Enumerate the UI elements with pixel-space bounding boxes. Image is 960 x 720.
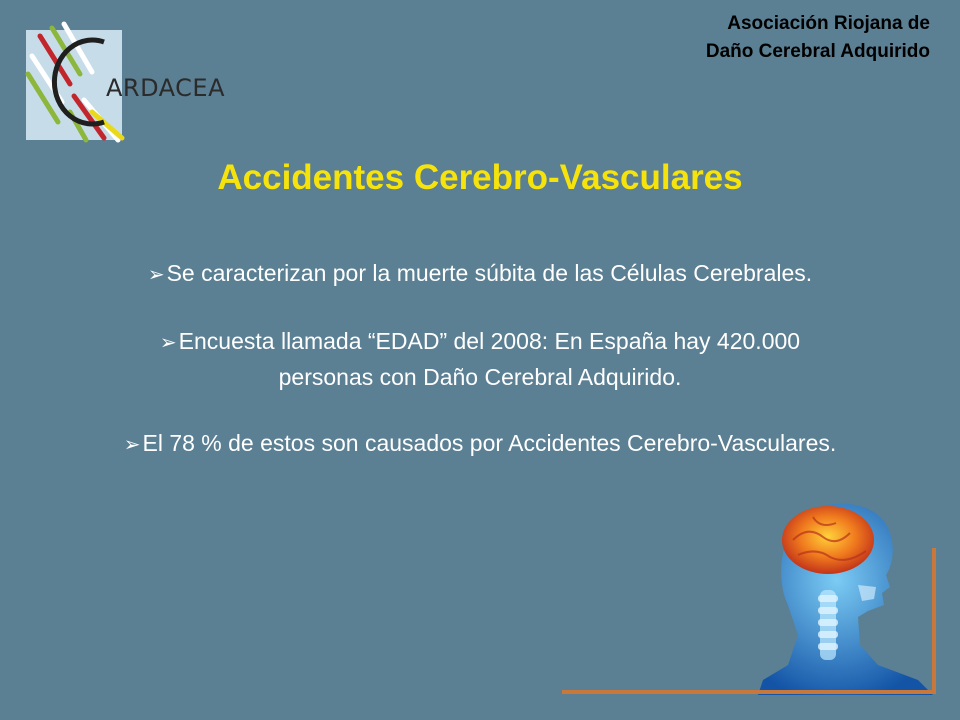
- arrow-bullet-icon: ➢: [147, 264, 165, 286]
- organization-line-2: Daño Cerebral Adquirido: [705, 41, 930, 62]
- organization-name: [706, 10, 930, 66]
- slide-title: Accidentes Cerebro-Vasculares: [217, 158, 743, 197]
- ardacea-logo: [22, 14, 225, 144]
- arrow-bullet-icon: ➢: [159, 332, 177, 354]
- arrow-bullet-icon: ➢: [123, 434, 141, 456]
- bullet-text: Encuesta llamada “EDAD” del 2008: En España hay 420.000: [178, 328, 801, 354]
- bullet-text: El 78 % de estos son causados por Accidentes Cerebro-Vasculares.: [142, 430, 837, 456]
- logo-text: ARDACEA: [106, 74, 225, 102]
- bullet-item: [40, 256, 920, 292]
- organization-line-1: Asociación Riojana de: [727, 13, 930, 34]
- bullet-text-continued: personas con Daño Cerebral Adquirido.: [278, 364, 682, 390]
- frame-vertical-line: [932, 548, 936, 694]
- bullet-list: [40, 256, 920, 494]
- bullet-item: [40, 324, 920, 394]
- frame-horizontal-line: [562, 690, 936, 694]
- bullet-item: [40, 426, 920, 462]
- bullet-text: Se caracterizan por la muerte súbita de las Células Cerebrales.: [166, 260, 813, 286]
- brain-xray-illustration: [758, 495, 958, 695]
